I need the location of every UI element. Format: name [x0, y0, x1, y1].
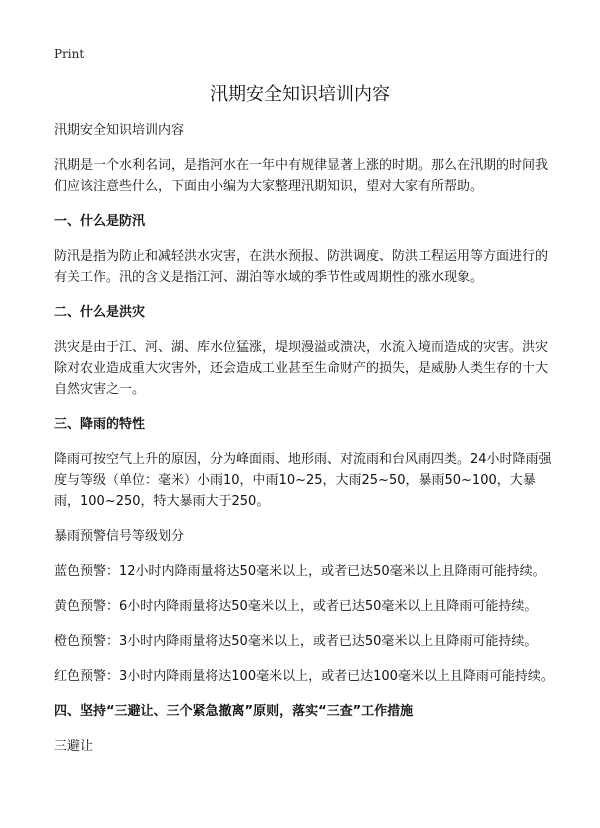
warning-yellow: 黄色预警：6小时内降雨量将达50毫米以上，或者已达50毫米以上且降雨可能持续。 [54, 599, 538, 614]
warning-orange: 橙色预警：3小时内降雨量将达50毫米以上，或者已达50毫米以上且降雨可能持续。 [54, 634, 538, 649]
section-heading-3: 三、降雨的特性 [54, 417, 146, 432]
last-line: 三避让 [54, 739, 94, 754]
section-body-2: 洪灾是由于江、河、湖、库水位猛涨，堤坝漫溢或溃决，水流入境而造成的灾害。洪灾除对农业造成重大灾害外，还会造成工业甚至生命财产的损失，是威胁人类生存的十大自然灾害之一。 [54, 340, 549, 397]
section-body-1: 防汛是指为防止和减轻洪水灾害，在洪水预报、防洪调度、防洪工程运用等方面进行的有关工作。汛的含义是指江河、湖泊等水域的季节性或周期性的涨水现象。 [54, 249, 549, 285]
warning-red: 红色预警：3小时内降雨量将达100毫米以上，或者已达100毫米以上且降雨可能持续。 [54, 669, 554, 684]
intro-paragraph: 汛期是一个水利名词，是指河水在一年中有规律显著上涨的时期。那么在汛期的时间我们应该注意些什么，下面由小编为大家整理汛期知识，望对大家有所帮助。 [54, 158, 549, 194]
page-title: 汛期安全知识培训内容 [210, 84, 390, 105]
section-body-3: 降雨可按空气上升的原因，分为峰面雨、地形雨、对流雨和台风雨四类。24小时降雨强度与等级（单位：毫米）小雨10，中雨10~25，大雨25~50，暴雨50~100，大暴雨，100~250，特大暴雨大于250。 [54, 452, 552, 509]
warning-heading: 暴雨预警信号等级划分 [54, 529, 185, 544]
section-heading-2: 二、什么是洪灾 [54, 305, 146, 320]
print-label[interactable]: Print [54, 47, 85, 61]
section-heading-1: 一、什么是防汛 [54, 214, 146, 229]
section-heading-4: 四、坚持“三避让、三个紧急撤离”原则，落实“三查”工作措施 [54, 704, 414, 719]
warning-blue: 蓝色预警：12小时内降雨量将达50毫米以上，或者已达50毫米以上且降雨可能持续。 [54, 564, 546, 579]
subtitle: 汛期安全知识培训内容 [54, 123, 185, 138]
document-content [54, 120, 556, 771]
